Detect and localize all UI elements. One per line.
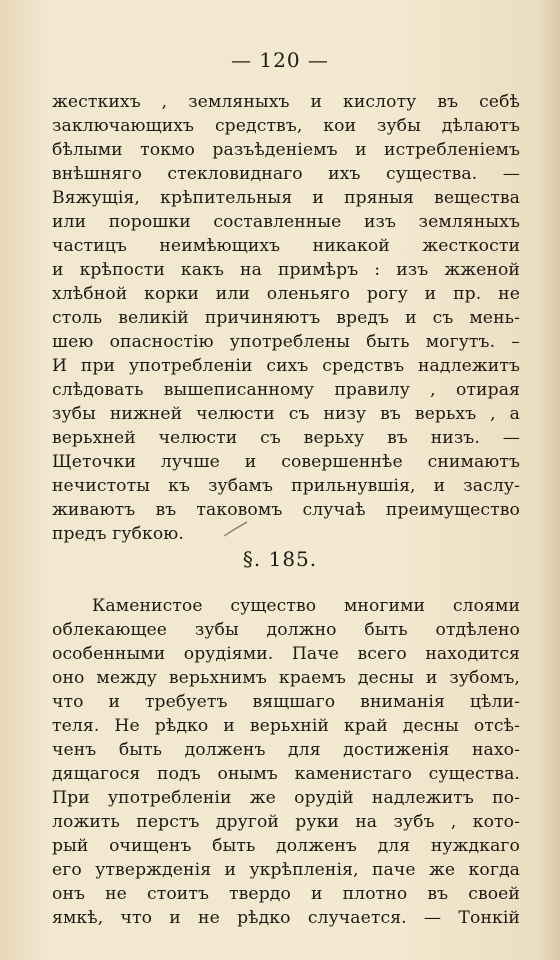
text-line: облекающее зубы должно быть отдѣлено (52, 620, 520, 640)
text-line: внѣшняго стекловиднаго ихъ существа. — (52, 164, 520, 184)
text-line: верьхней челюсти съ верьху въ низъ. — (52, 428, 520, 448)
pencil-tick-mark (220, 520, 250, 540)
text-line: Щеточки лучше и совершеннѣе снимаютъ (52, 452, 520, 472)
text-line: частицъ неимѣющихъ никакой жесткости (52, 236, 520, 256)
text-line: ченъ быть долженъ для достиженія нахо- (52, 740, 520, 760)
text-line: Вяжущія, крѣпительныя и пряныя вещества (52, 188, 520, 208)
page-edge-shadow (538, 0, 560, 960)
text-line: ложить перстъ другой руки на зубъ , кото- (52, 812, 520, 832)
text-line: нечистоты къ зубамъ прильнувшія, и заслу- (52, 476, 520, 496)
text-line: столь великій причиняютъ вредъ и съ мень- (52, 308, 520, 328)
text-line: И при употребленіи сихъ средствъ надлежитъ (52, 356, 520, 376)
text-line: рый очищенъ быть долженъ для нуждкаго (52, 836, 520, 856)
text-line: шею опасностію употреблены быть могутъ. – (52, 332, 520, 352)
text-line: зубы нижней челюсти съ низу въ верьхъ , а (52, 404, 520, 424)
text-line: При употребленіи же орудій надлежитъ по- (52, 788, 520, 808)
text-line: онъ не стоитъ твердо и плотно въ своей (52, 884, 520, 904)
text-line: особенными орудіями. Паче всего находится (52, 644, 520, 664)
text-line: Каменистое существо многими слоями (92, 596, 520, 616)
text-line: дящагося подъ онымъ каменистаго существа. (52, 764, 520, 784)
text-line: или порошки составленные изъ земляныхъ (52, 212, 520, 232)
text-line: хлѣбной корки или оленьяго рогу и пр. не (52, 284, 520, 304)
text-line: слѣдовать вышеписанному правилу , отирая (52, 380, 520, 400)
text-line: предъ губкою. (52, 524, 184, 544)
text-line: теля. Не рѣдко и верьхній край десны отсѣ- (52, 716, 520, 736)
text-line: жесткихъ , земляныхъ и кислоту въ себѣ (52, 92, 520, 112)
text-line: ямкѣ, что и не рѣдко случается. — Тонкій (52, 908, 520, 928)
text-line: живаютъ въ таковомъ случаѣ преимущество (52, 500, 520, 520)
text-line: что и требуетъ вящшаго вниманія цѣли- (52, 692, 520, 712)
text-line: бѣлыми токмо разъѣденіемъ и истребленіемъ (52, 140, 520, 160)
page-number: — 120 — (231, 48, 329, 72)
text-line: оно между верьхнимъ краемъ десны и зубомъ, (52, 668, 520, 688)
text-line: заключающихъ средствъ, кои зубы дѣлаютъ (52, 116, 520, 136)
text-line: его утвержденія и укрѣпленія, паче же когда (52, 860, 520, 880)
section-heading: §. 185. (242, 547, 318, 571)
text-line: и крѣпости какъ на примѣръ : изъ жженой (52, 260, 520, 280)
